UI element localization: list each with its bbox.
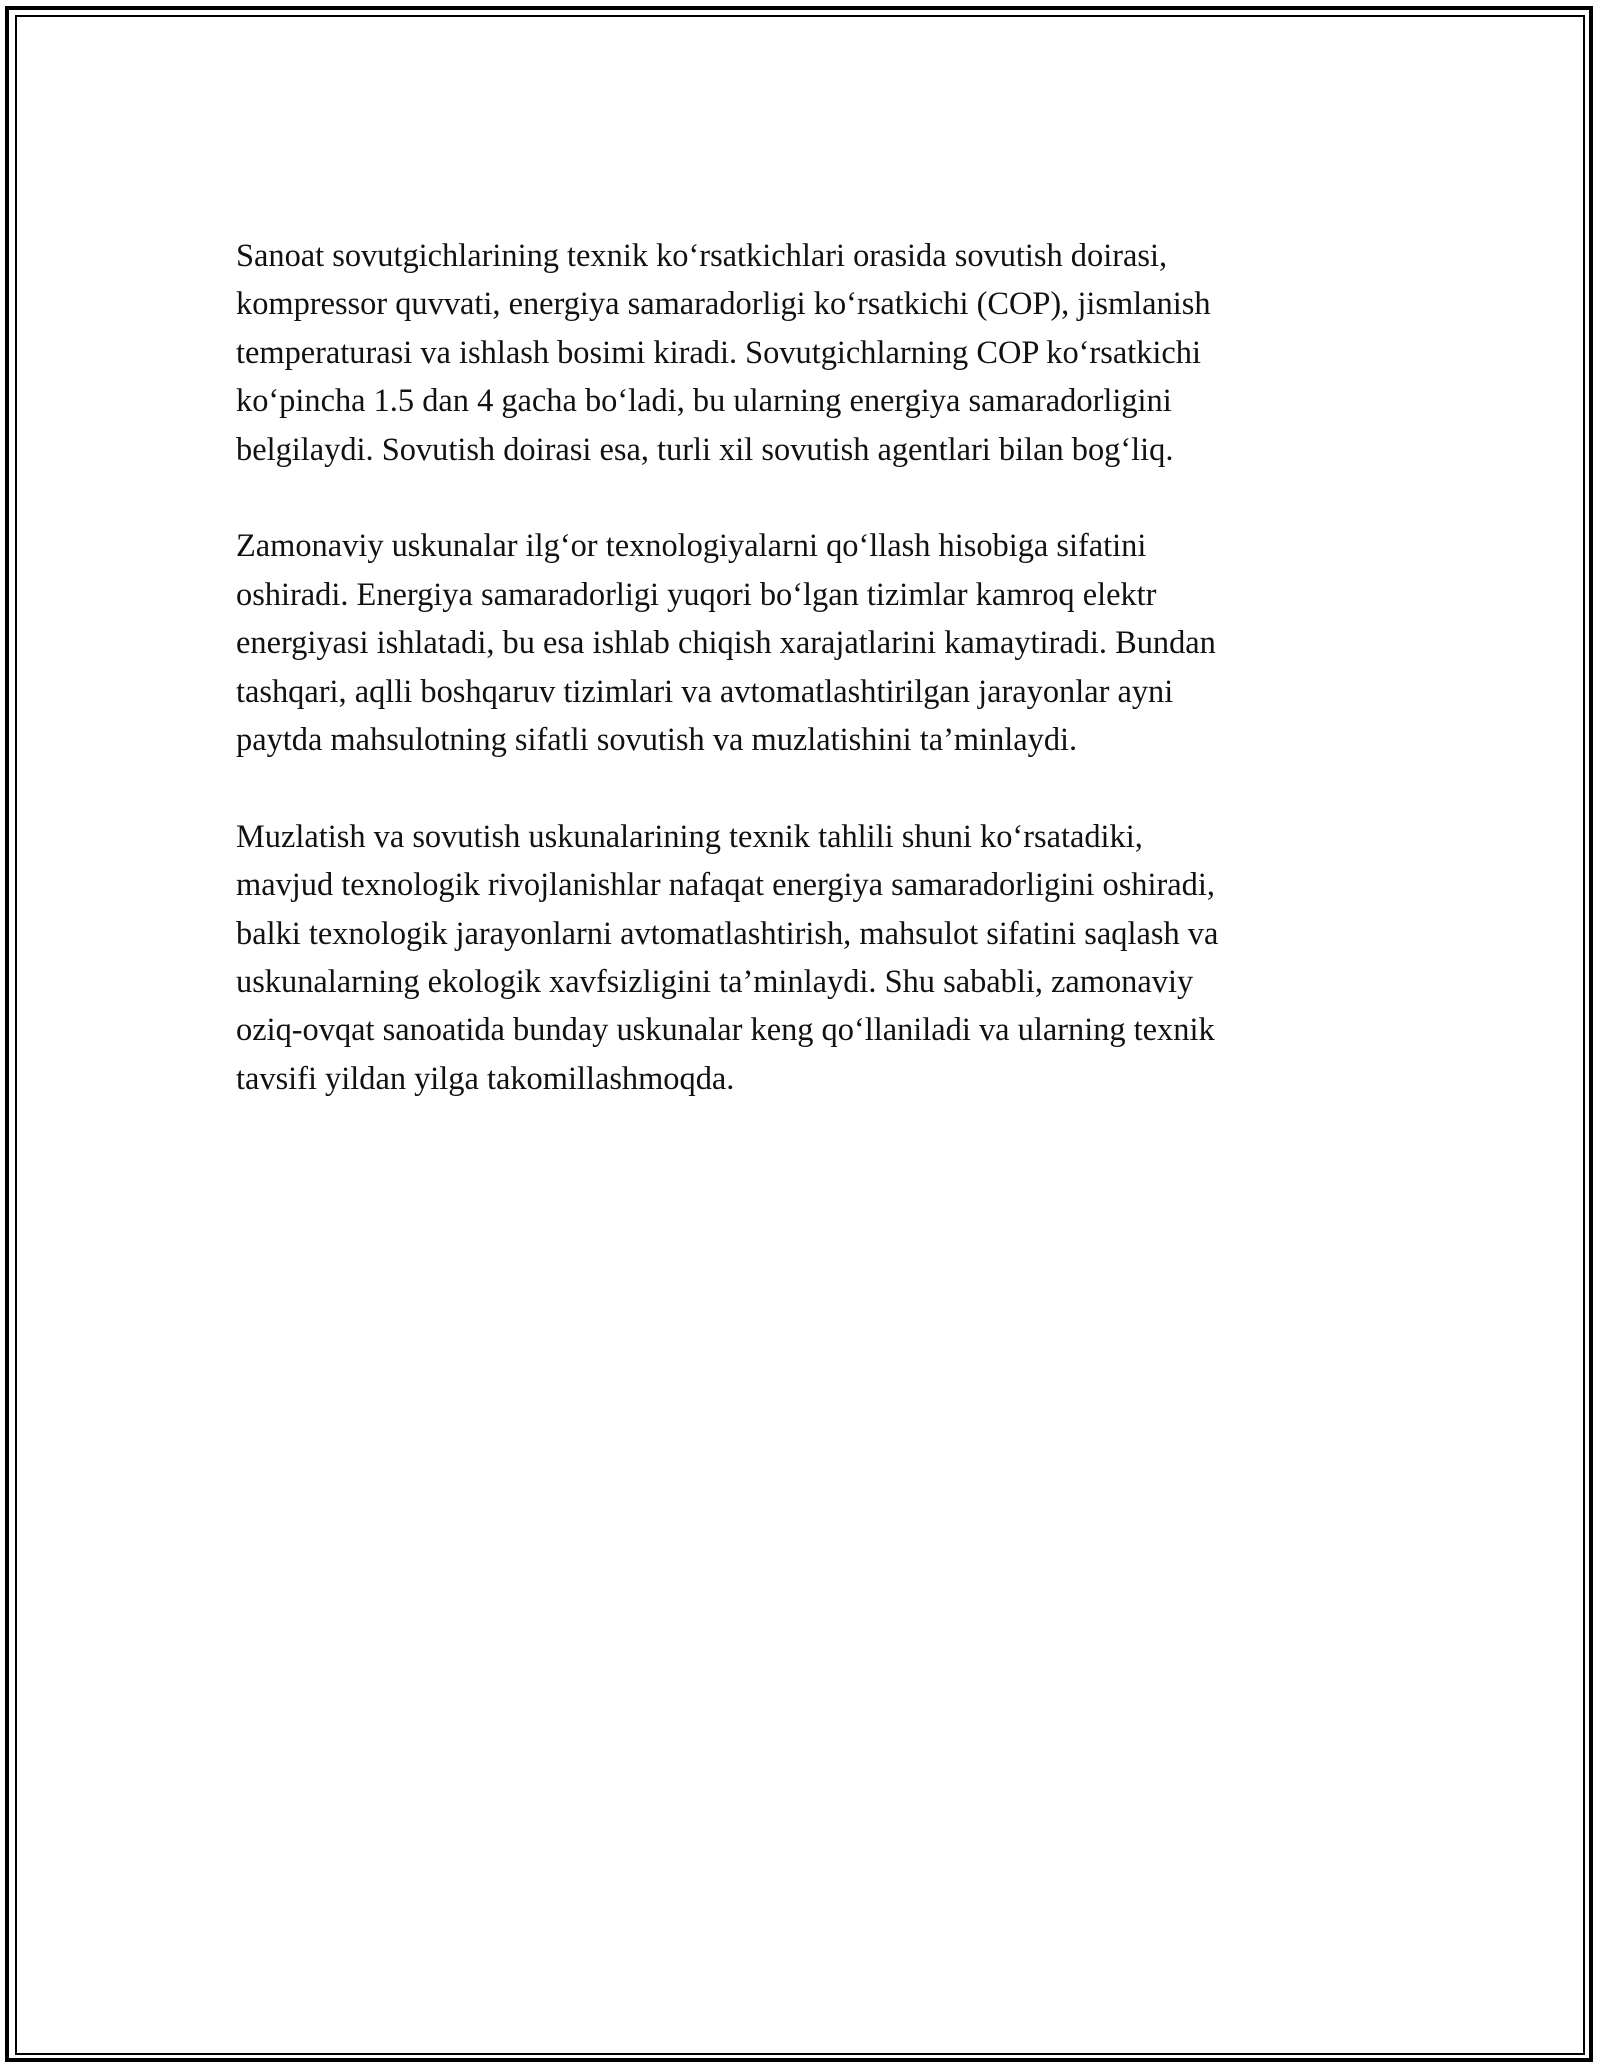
- paragraph-1: Sanoat sovutgichlarining texnik ko‘rsatkichlari orasida sovutish doirasi, kompressor quvvati, energiya samaradorligi ko‘rsatkichi (COP), jismlanish temperaturasi va ishlash bosimi kiradi. Sovutgichlarning COP ko‘rsatkichi ko‘pincha 1.5 dan 4 gacha bo‘ladi, bu ularning energiya samaradorligini belgilaydi. Sovutish doirasi esa, turli xil sovutish agentlari bilan bog‘liq.: [236, 238, 1211, 468]
- paragraph-2: Zamonaviy uskunalar ilg‘or texnologiyalarni qo‘llash hisobiga sifatini oshiradi. Energiya samaradorligi yuqori bo‘lgan tizimlar kamroq elektr energiyasi ishlatadi, bu esa ishlab chiqish xarajatlarini kamaytiradi. Bundan tashqari, aqlli boshqaruv tizimlari va avtomatlashtirilgan jarayonlar ayni paytda mahsulotning sifatli sovutish va muzlatishini ta’minlaydi.: [236, 528, 1216, 759]
- paragraph-3: Muzlatish va sovutish uskunalarining texnik tahlili shuni ko‘rsatadiki, mavjud texnologik rivojlanishlar nafaqat energiya samaradorligini oshiradi, balki texnologik jarayonlarni avtomatlashtirish, mahsulot sifatini saqlash va uskunalarning ekologik xavfsizligini ta’minlaydi. Shu sababli, zamonaviy oziq-ovqat sanoatida bunday uskunalar keng qo‘llaniladi va ularning texnik tavsifi yildan yilga takomillashmoqda.: [236, 818, 1219, 1097]
- document-body: [236, 232, 1366, 1152]
